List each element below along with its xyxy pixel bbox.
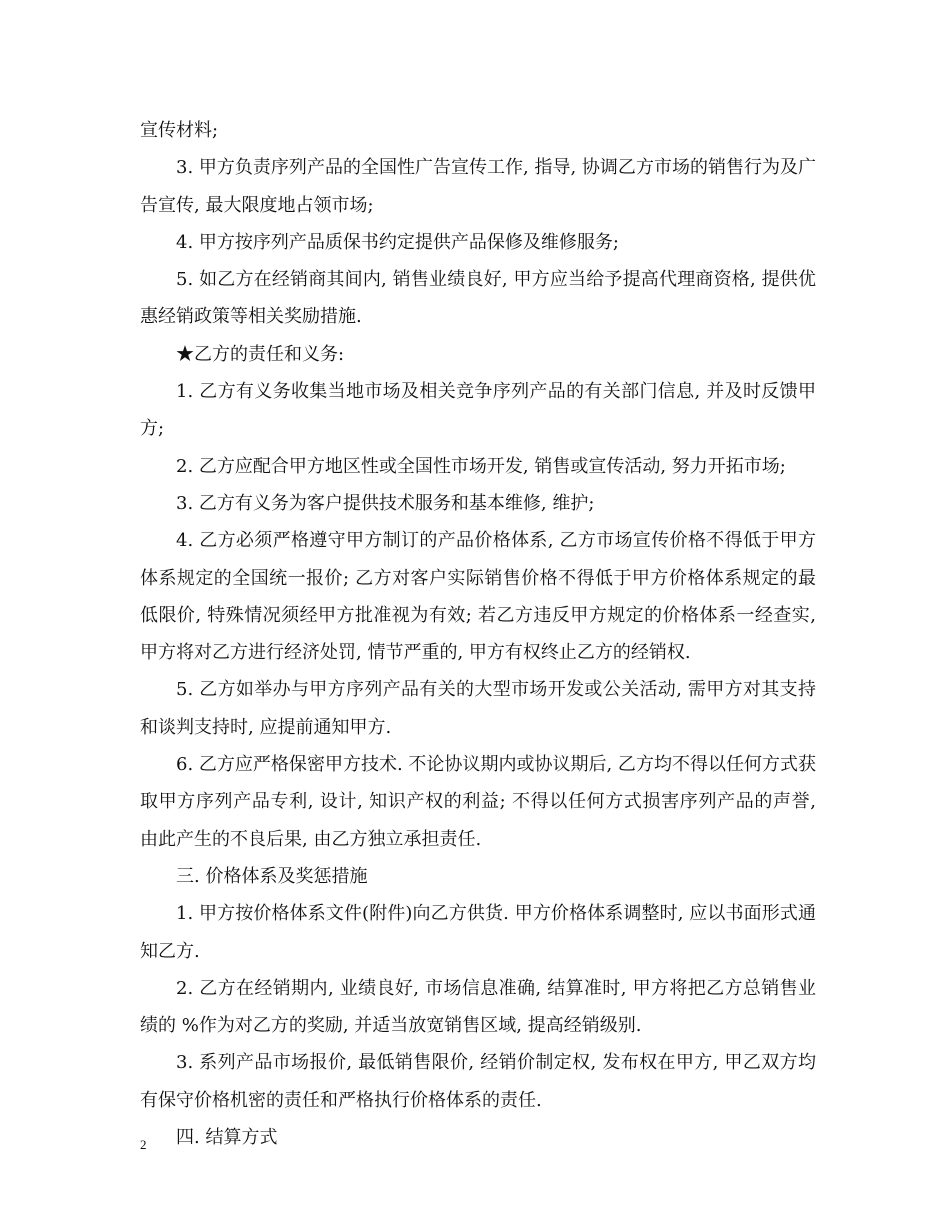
section-heading: 四. 结算方式 (176, 1127, 278, 1149)
paragraph: 3. 甲方负责序列产品的全国性广告宣传工作, 指导, 协调乙方市场的销售行为及广告宣传, 最大限度地占领市场; (140, 157, 816, 216)
paragraph: 2. 乙方应配合甲方地区性或全国性市场开发, 销售或宣传活动, 努力开拓市场; (176, 455, 786, 477)
paragraph: 1. 甲方按价格体系文件(附件)向乙方供货. 甲方价格体系调整时, 应以书面形式通知乙方. (140, 903, 816, 962)
paragraph: 3. 乙方有义务为客户提供技术服务和基本维修, 维护; (176, 492, 595, 514)
document-body (140, 112, 816, 1156)
paragraph: 4. 甲方按序列产品质保书约定提供产品保修及维修服务; (176, 231, 619, 253)
section-heading: ★乙方的责任和义务: (176, 343, 345, 365)
paragraph: 1. 乙方有义务收集当地市场及相关竞争序列产品的有关部门信息, 并及时反馈甲方; (140, 381, 816, 440)
paragraph: 5. 如乙方在经销商其间内, 销售业绩良好, 甲方应当给予提高代理商资格, 提供优惠经销政策等相关奖励措施. (140, 269, 816, 328)
page-number: 2 (140, 1137, 147, 1152)
paragraph: 2. 乙方在经销期内, 业绩良好, 市场信息准确, 结算准时, 甲方将把乙方总销售业绩的 %作为对乙方的奖励, 并适当放宽销售区域, 提高经销级别. (140, 977, 816, 1037)
paragraph: 宣传材料; (140, 120, 219, 141)
paragraph: 3. 系列产品市场报价, 最低销售限价, 经销价制定权, 发布权在甲方, 甲乙双方均有保守价格机密的责任和严格执行价格体系的责任. (140, 1052, 816, 1111)
paragraph: 4. 乙方必须严格遵守甲方制订的产品价格体系, 乙方市场宣传价格不得低于甲方体系规定的全国统一报价; 乙方对客户实际销售价格不得低于甲方价格体系规定的最低限价, 特殊情况须经甲方批准视为有效; 若乙方违反甲方规定的价格体系一经查实, 甲方将对乙方进行经济处罚, 情节严重的, 甲方有权终止乙方的经销权. (140, 530, 816, 664)
section-heading: 三. 价格体系及奖惩措施 (176, 865, 368, 887)
paragraph: 6. 乙方应严格保密甲方技术. 不论协议期内或协议期后, 乙方均不得以任何方式获取甲方序列产品专利, 设计, 知识产权的利益; 不得以任何方式损害序列产品的声誉, 由此产生的不良后果, 由乙方独立承担责任. (140, 754, 816, 850)
paragraph: 5. 乙方如举办与甲方序列产品有关的大型市场开发或公关活动, 需甲方对其支持和谈判支持时, 应提前通知甲方. (140, 679, 816, 738)
